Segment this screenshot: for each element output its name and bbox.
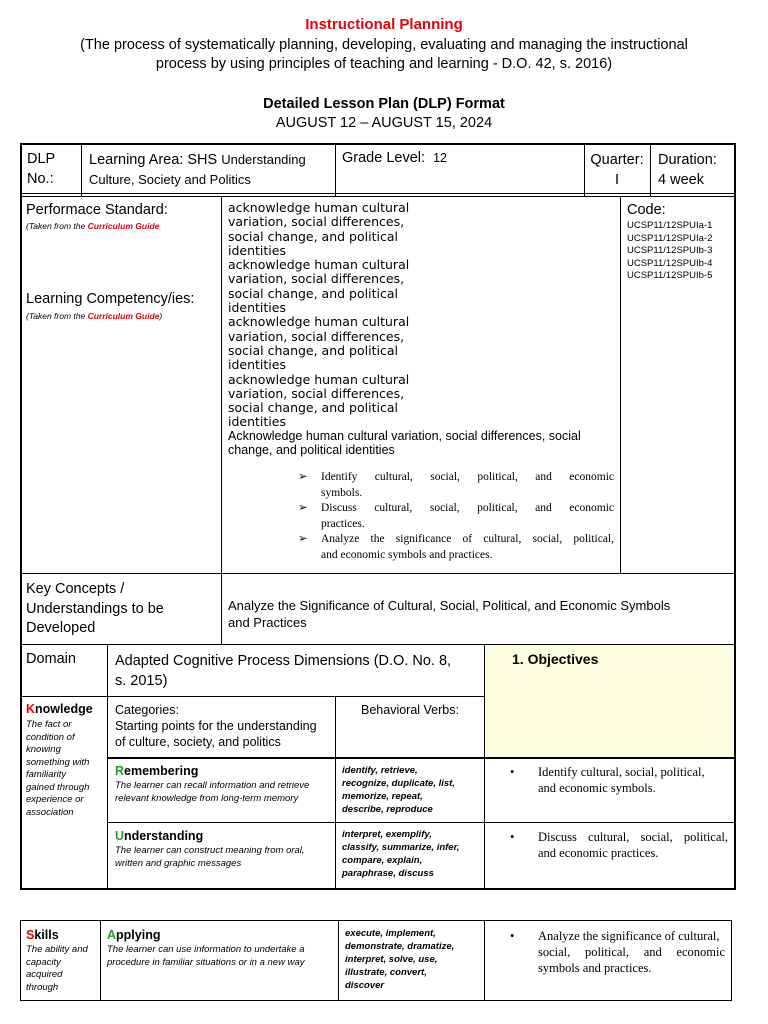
page-subtitle-line-1: (The process of systematically planning, developing, evaluating and managing the instructional xyxy=(80,37,688,53)
code-item: UCSP11/12SPUIa-2 xyxy=(627,232,713,244)
remembering-objective xyxy=(510,764,705,796)
objective-bullet-item xyxy=(298,470,614,501)
knowledge-heading xyxy=(26,702,93,716)
duration-value: 4 week xyxy=(658,172,704,188)
dlp-label-line-2: No.: xyxy=(27,171,54,187)
objective-bullet-item xyxy=(298,532,614,563)
competency-block xyxy=(228,201,409,258)
competency-line: social change, and political xyxy=(228,342,398,358)
page-title: Instructional Planning xyxy=(305,16,463,33)
domain-label: Domain xyxy=(26,651,76,667)
cognitive-process-label-line: s. 2015) xyxy=(115,673,168,689)
applying-desc-line: The learner can use information to undertake a xyxy=(107,944,305,955)
verbs-line: describe, reproduce xyxy=(342,804,433,815)
code-list xyxy=(627,220,712,283)
knowledge-desc-line: knowing xyxy=(26,744,61,755)
performance-standard-note xyxy=(26,221,159,231)
categories-label: Categories: xyxy=(115,703,179,717)
skills-initial: S xyxy=(26,928,35,942)
arrow-bullet-icon: ➢ xyxy=(298,471,308,483)
applying-objective xyxy=(510,928,725,976)
competency-curriculum-guide-link[interactable]: Curriculum Guide xyxy=(87,311,160,321)
quarter-value: I xyxy=(614,172,620,188)
learning-area-value-1: Understanding xyxy=(221,152,306,167)
understanding-description xyxy=(115,845,305,870)
knowledge-desc-line: condition of xyxy=(26,731,75,743)
objective-line: symbols and practices. xyxy=(538,961,652,975)
knowledge-desc-line: association xyxy=(26,806,74,818)
objective-line: and economic symbols. xyxy=(538,781,656,795)
competency-line: identities xyxy=(228,242,286,258)
verbs-line: execute, implement, xyxy=(345,928,436,939)
competency-blocks xyxy=(228,201,409,430)
categories xyxy=(115,702,317,750)
remembering-initial: R xyxy=(115,764,125,778)
competency-block xyxy=(228,315,409,372)
understanding-objective xyxy=(510,829,728,861)
grade-level-label: Grade Level: xyxy=(342,150,426,166)
bullet-line: Analyze the significance of cultural, social, political, xyxy=(321,533,614,545)
competency-line: variation, social differences, xyxy=(228,271,405,287)
dlp-label-line-1: DLP xyxy=(27,151,56,167)
objective-line: social, political, and economic xyxy=(538,945,725,959)
bullet-line: practices. xyxy=(321,517,365,530)
key-concepts-text-line: and Practices xyxy=(228,615,307,630)
bullet-dot-icon: • xyxy=(510,830,515,844)
verbs-line: memorize, repeat, xyxy=(342,791,423,802)
applying-description xyxy=(107,944,305,969)
competency-note-suffix: ) xyxy=(159,311,163,321)
knowledge-desc-line: gained through xyxy=(26,781,90,793)
skills-heading xyxy=(26,928,59,942)
verbs-line: identify, retrieve, xyxy=(342,765,418,776)
verbs-line: paraphrase, discuss xyxy=(342,868,434,879)
objective-bullet-item xyxy=(298,501,614,532)
competency-line: identities xyxy=(228,300,286,316)
verbs-line: interpret, exemplify, xyxy=(342,829,432,840)
grade-level xyxy=(342,150,447,166)
objective-line: Discuss cultural, social, political, xyxy=(538,830,728,844)
objective-line: Analyze the significance of cultural, xyxy=(538,929,720,943)
understanding-rest: nderstanding xyxy=(124,829,204,843)
knowledge-desc-line: The fact or xyxy=(26,719,72,730)
verbs-line: demonstrate, dramatize, xyxy=(345,941,455,952)
dlp-no-label xyxy=(27,149,55,189)
skills-desc-line: through xyxy=(26,981,59,993)
competency-block xyxy=(228,258,409,315)
remembering-rest: emembering xyxy=(124,764,199,778)
remembering-heading xyxy=(115,764,198,778)
lesson-dates: AUGUST 12 – AUGUST 15, 2024 xyxy=(275,115,493,131)
remembering-desc-line: The learner can recall information and retrieve xyxy=(115,780,310,791)
understanding-initial: U xyxy=(115,829,125,843)
objectives-heading: 1. Objectives xyxy=(512,651,599,667)
remembering-description xyxy=(115,780,309,805)
performance-standard-label: Performace Standard: xyxy=(26,202,168,218)
performance-curriculum-guide-link[interactable]: Curriculum Guide xyxy=(87,221,160,231)
code-item: UCSP11/12SPUIa-1 xyxy=(627,220,713,231)
cognitive-process-label-line: Adapted Cognitive Process Dimensions (D.O. No. 8, xyxy=(115,653,452,669)
applying-heading xyxy=(107,928,160,942)
competency-line: acknowledge human cultural xyxy=(228,314,410,330)
knowledge-desc-line: experience or xyxy=(26,794,84,805)
competency-summary-line-2: change, and political identities xyxy=(228,443,395,457)
key-concepts-text-line: Analyze the Significance of Cultural, Social, Political, and Economic Symbols xyxy=(228,598,671,613)
verbs-line: classify, summarize, infer, xyxy=(342,842,460,853)
skills-desc-line: capacity xyxy=(26,956,61,968)
skills-description xyxy=(26,944,88,994)
bullet-line: and economic symbols and practices. xyxy=(321,548,493,561)
learning-area-label: Learning Area: SHS xyxy=(89,152,218,168)
duration xyxy=(658,150,717,190)
key-concepts-label-line: Key Concepts / xyxy=(26,581,125,597)
bullet-line: symbols. xyxy=(321,486,363,499)
verbs-line: recognize, duplicate, list, xyxy=(342,778,455,789)
competency-line: acknowledge human cultural xyxy=(228,257,410,273)
competency-line: variation, social differences, xyxy=(228,214,405,230)
key-concepts-label xyxy=(26,580,164,639)
remembering-verbs xyxy=(342,764,455,816)
knowledge-desc-line: familiarity xyxy=(26,769,67,780)
understanding-desc-line: written and graphic messages xyxy=(115,857,242,869)
objective-bullets xyxy=(298,470,614,563)
categories-text-line: of culture, society, and politics xyxy=(115,735,281,749)
verbs-line: interpret, solve, use, xyxy=(345,954,438,965)
competency-note-prefix: (Taken from the xyxy=(26,311,88,321)
bullet-line: Discuss cultural, social, political, and economic xyxy=(321,502,614,514)
verbs-line: compare, explain, xyxy=(342,855,423,866)
understanding-verbs xyxy=(342,828,459,880)
learning-competency-note xyxy=(26,311,162,321)
code-item: UCSP11/12SPUIb-5 xyxy=(627,270,713,282)
learning-area-value-2: Culture, Society and Politics xyxy=(89,172,251,187)
quarter-label: Quarter: xyxy=(590,152,644,168)
knowledge-description xyxy=(26,719,106,819)
performance-note-prefix: (Taken from the xyxy=(26,221,88,231)
competency-summary xyxy=(228,429,581,457)
cognitive-process-label xyxy=(115,651,451,691)
competency-summary-line-1: Acknowledge human cultural variation, social differences, social xyxy=(228,429,581,443)
understanding-heading xyxy=(115,829,203,843)
dlp-format-title: Detailed Lesson Plan (DLP) Format xyxy=(263,96,505,112)
key-concepts-label-line: Developed xyxy=(26,620,96,636)
applying-rest: pplying xyxy=(116,928,161,942)
objective-line: and economic practices. xyxy=(538,846,659,860)
objective-line: Identify cultural, social, political, xyxy=(538,765,705,779)
grade-level-value: 12 xyxy=(433,151,447,165)
learning-competency-label: Learning Competency/ies: xyxy=(26,291,195,307)
verbs-line: discover xyxy=(345,980,385,991)
bullet-dot-icon: • xyxy=(510,929,515,943)
knowledge-initial: K xyxy=(26,702,36,716)
duration-label: Duration: xyxy=(658,152,717,168)
competency-line: identities xyxy=(228,414,286,430)
skills-desc-line: The ability and xyxy=(26,944,88,955)
skills-desc-line: acquired xyxy=(26,969,63,980)
learning-area xyxy=(89,150,306,189)
competency-line: acknowledge human cultural xyxy=(228,371,410,387)
skills-rest: kills xyxy=(34,928,59,942)
remembering-desc-line: relevant knowledge from long-term memory xyxy=(115,792,299,804)
verbs-line: illustrate, convert, xyxy=(345,967,427,978)
behavioral-verbs-label: Behavioral Verbs: xyxy=(361,703,459,717)
understanding-desc-line: The learner can construct meaning from oral, xyxy=(115,845,305,856)
competency-line: social change, and political xyxy=(228,228,398,244)
applying-desc-line: procedure in familiar situations or in a new way xyxy=(107,956,305,968)
arrow-bullet-icon: ➢ xyxy=(298,533,308,545)
competency-line: acknowledge human cultural xyxy=(228,200,410,215)
competency-line: identities xyxy=(228,357,286,373)
key-concepts-text xyxy=(228,597,670,631)
applying-verbs xyxy=(345,927,454,992)
competency-line: variation, social differences, xyxy=(228,328,405,344)
categories-text-line: Starting points for the understanding xyxy=(115,719,317,733)
code-item: UCSP11/12SPUIb-3 xyxy=(627,245,713,257)
competency-line: variation, social differences, xyxy=(228,385,405,401)
knowledge-desc-line: something with xyxy=(26,756,90,768)
page-subtitle-line-2: process by using principles of teaching and learning - D.O. 42, s. 2016) xyxy=(155,56,613,72)
knowledge-rest: nowledge xyxy=(35,702,93,716)
competency-block xyxy=(228,373,409,430)
applying-initial: A xyxy=(107,928,117,942)
competency-line: social change, and political xyxy=(228,285,398,301)
code-item: UCSP11/12SPUIb-4 xyxy=(627,257,713,269)
bullet-dot-icon: • xyxy=(510,765,515,779)
code-label: Code: xyxy=(627,202,666,218)
bullet-line: Identify cultural, social, political, and economic xyxy=(321,471,614,483)
key-concepts-label-line: Understandings to be xyxy=(26,600,164,617)
quarter xyxy=(584,150,650,190)
arrow-bullet-icon: ➢ xyxy=(298,502,308,514)
competency-line: social change, and political xyxy=(228,400,398,416)
